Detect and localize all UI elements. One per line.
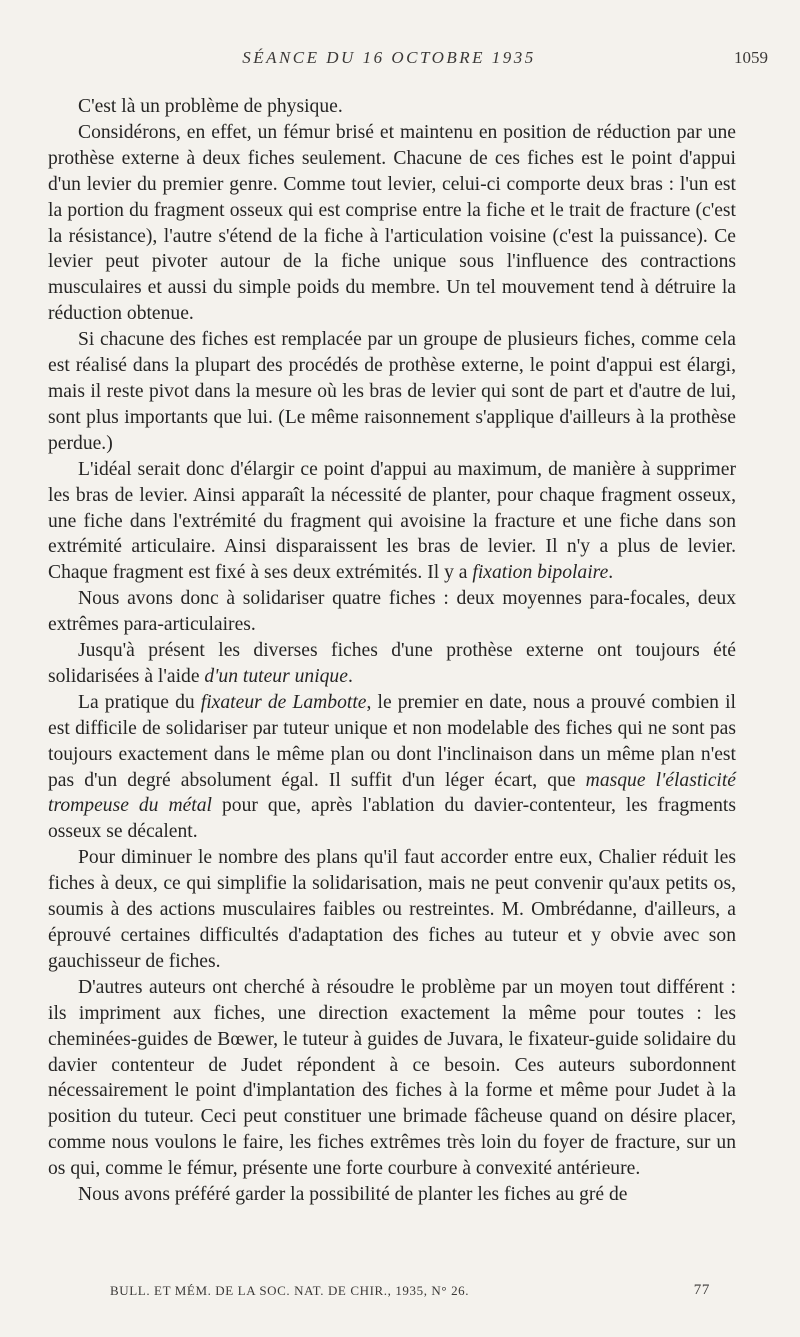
- running-title: SÉANCE DU 16 OCTOBRE 1935: [242, 48, 536, 67]
- italic-text: fixateur de Lambotte: [200, 691, 367, 713]
- paragraph-text: L'idéal serait donc d'élargir ce point d'appui au maximum, de manière à supprimer les bras de levier. Ainsi apparaît la nécessité de planter, pour chaque fragment osseux, une fiche dans l'extrémité du fragment qui avoisine la fracture et une fiche dans son extrémité articulaire. Ainsi disparaissent les bras de levier. Il n'y a plus de levier. Chaque fragment est fixé à ses deux extrémités. Il y a: [48, 458, 736, 584]
- italic-text: masque l'élasticité trompeuse du métal: [48, 769, 736, 817]
- italic-text: d'un tuteur unique: [204, 665, 348, 687]
- journal-citation: BULL. ET MÉM. DE LA SOC. NAT. DE CHIR., 1935, N° 26.: [110, 1283, 470, 1298]
- paragraph: [48, 94, 736, 120]
- paragraph-text: Pour diminuer le nombre des plans qu'il faut accorder entre eux, Chalier réduit les fiches à deux, ce qui simplifie la solidarisation, mais ne peut convenir qu'aux petits os, soumis à des actions musculaires faibles ou restreintes. M. Ombrédanne, d'ailleurs, a éprouvé certaines difficultés d'adaptation des fiches au tuteur et y obvie avec son gauchisseur de fiches.: [48, 847, 736, 972]
- paragraph-text: Considérons, en effet, un fémur brisé et maintenu en position de réduction par une prothèse externe à deux fiches seulement. Chacune de ces fiches est le point d'appui d'un levier du premier genre. Comme tout levier, celui-ci comporte deux bras : l'un est la portion du fragment osseux qui est comprise entre la fiche et le trait de fracture (c'est la résistance), l'autre s'étend de la fiche à l'articulation voisine (c'est la puissance). Ce levier peut pivoter autour de la fiche unique sous l'influence des contractions musculaires et aussi du simple poids du membre. Un tel mouvement tend à détruire la réduction obtenue.: [48, 121, 736, 325]
- paragraph: [48, 457, 736, 587]
- italic-text: fixation bipolaire: [472, 562, 609, 584]
- paragraph: [48, 1182, 736, 1208]
- paragraph-text: .: [608, 562, 614, 584]
- paragraph: [48, 327, 736, 457]
- paragraph-text: La pratique du: [78, 691, 201, 713]
- body-text: [48, 94, 736, 1208]
- paragraph-text: Nous avons préféré garder la possibilité de planter les fiches au gré de: [78, 1184, 628, 1206]
- page-footer: [110, 1283, 710, 1305]
- paragraph-text: .: [347, 665, 353, 687]
- paragraph: [48, 690, 736, 845]
- paragraph: [48, 845, 736, 975]
- paragraph: [48, 586, 736, 638]
- paragraph: [48, 975, 736, 1182]
- running-head: [48, 48, 768, 76]
- paragraph: [48, 638, 736, 690]
- paragraph-text: D'autres auteurs ont cherché à résoudre le problème par un moyen tout différent : ils impriment aux fiches, une direction exactement la même pour toutes : les cheminées-guides de Bœwer, le tuteur à guides de Juvara, le fixateur-guide solidaire du davier contenteur de Judet répondent à ce besoin. Ces auteurs subordonnent nécessairement le point d'implantation des fiches à la forme et même pour Judet à la position du tuteur. Ceci peut constituer une brimade fâcheuse quand on désire placer, comme nous voulons le faire, les fiches extrêmes très loin du foyer de fracture, sur un os qui, comme le fémur, présente une forte courbure à convexité antérieure.: [48, 976, 736, 1180]
- paragraph-text: pour que, après l'ablation du davier-contenteur, les fragments osseux se décalent.: [48, 795, 736, 843]
- paragraph-text: Si chacune des fiches est remplacée par un groupe de plusieurs fiches, comme cela est réalisé dans la plupart des procédés de prothèse externe, le point d'appui est élargi, mais il reste pivot dans la mesure où les bras de levier qui sont de part et d'autre de lui, sont plus importants que lui. (Le même raisonnement s'applique d'ailleurs à la prothèse perdue.): [48, 329, 736, 454]
- page-number: 1059: [734, 48, 768, 67]
- paragraph-text: , le premier en date, nous a prouvé combien il est difficile de solidariser par tuteur unique et non modelable des fiches qui ne sont pas toujours exactement dans le même plan ou dont l'inclinaison dans un même plan n'est pas d'un degré absolument égal. Il suffit d'un léger écart, que: [48, 691, 736, 791]
- paragraph: [48, 120, 736, 327]
- sheet-number: 77: [693, 1282, 710, 1298]
- paragraph-text: Jusqu'à présent les diverses fiches d'une prothèse externe ont toujours été solidarisées à l'aide: [48, 640, 736, 687]
- paragraph-text: C'est là un problème de physique.: [78, 96, 343, 117]
- paragraph-text: Nous avons donc à solidariser quatre fiches : deux moyennes para-focales, deux extrêmes para-articulaires.: [48, 588, 736, 636]
